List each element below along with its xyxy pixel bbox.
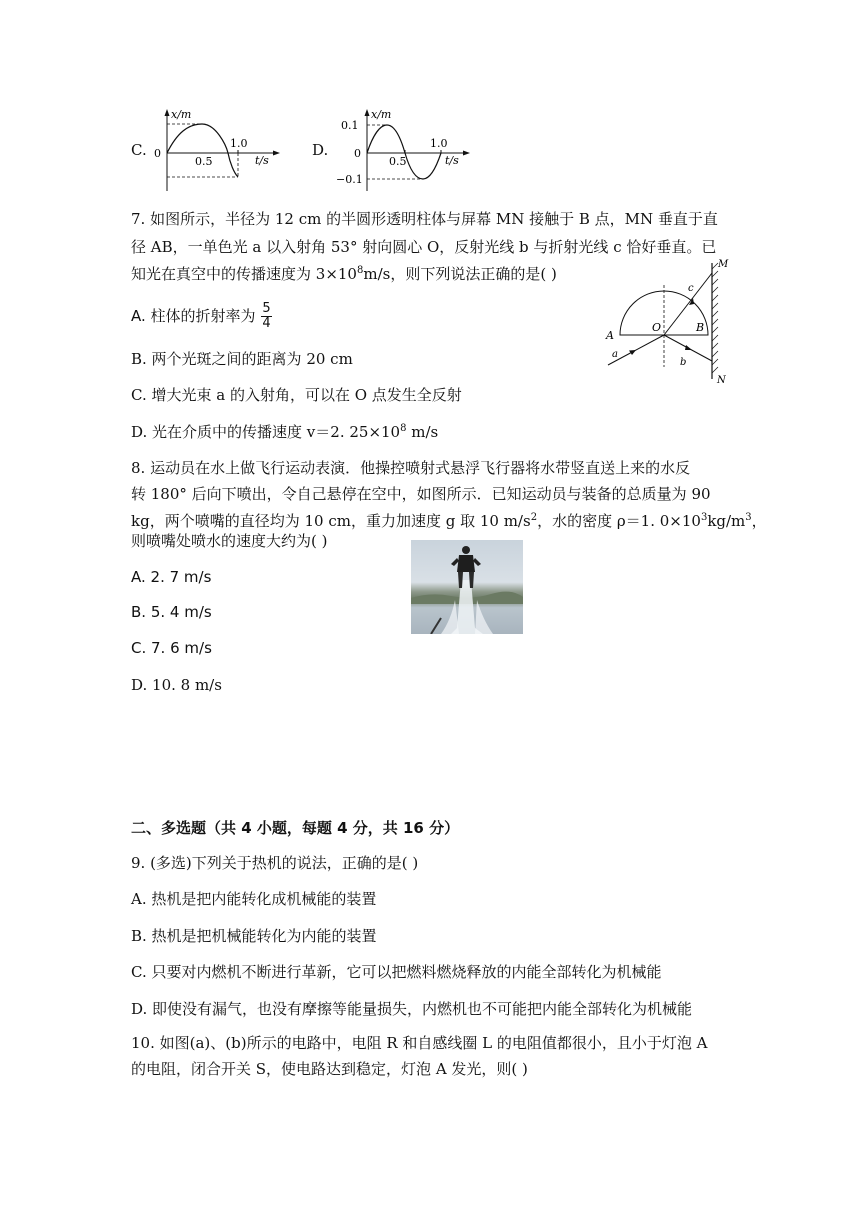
svg-text:A: A bbox=[606, 329, 614, 342]
q9-stem: 9. (多选)下列关于热机的说法，正确的是( ) bbox=[131, 854, 419, 872]
graph-d-tick-half: 0.5 bbox=[389, 155, 407, 168]
graph-c-t-label: t/s bbox=[255, 154, 269, 167]
graph-d-y-pos: 0.1 bbox=[341, 119, 359, 132]
graph-d-curve bbox=[367, 125, 441, 179]
q9-option-d: D. 即使没有漏气，也没有摩擦等能量损失，内燃机也不可能把内能全部转化为机械能 bbox=[131, 1000, 693, 1018]
svg-text:N: N bbox=[717, 375, 726, 385]
graph-c-y-label: x/m bbox=[171, 108, 192, 121]
q8-option-a: A. 2. 7 m/s bbox=[131, 568, 212, 586]
q7-option-c: C. 增大光束 a 的入射角，可以在 O 点发生全反射 bbox=[131, 386, 462, 404]
graph-d bbox=[335, 105, 480, 195]
svg-text:O: O bbox=[652, 321, 662, 334]
graph-c bbox=[150, 105, 290, 195]
q10-stem-line2: 的电阻，闭合开关 S，使电路达到稳定，灯泡 A 发光，则( ) bbox=[131, 1060, 528, 1078]
graph-d-t-label: t/s bbox=[445, 154, 459, 167]
option-c-label: C. bbox=[131, 141, 147, 159]
svg-text:a: a bbox=[612, 349, 618, 360]
q7-option-b: B. 两个光斑之间的距离为 20 cm bbox=[131, 350, 353, 368]
svg-text:c: c bbox=[688, 283, 694, 294]
q8-option-b: B. 5. 4 m/s bbox=[131, 603, 212, 621]
q7-stem-line1: 7. 如图所示，半径为 12 cm 的半圆形透明柱体与屏幕 MN 接触于 B 点，MN 垂直于直 bbox=[131, 210, 718, 228]
q7-option-d: D. 光在介质中的传播速度 v＝2. $25\times 10^8$ m/s bbox=[131, 423, 439, 441]
q7-optics-diagram bbox=[600, 255, 740, 385]
q7-option-a: A. 柱体的折射率为 $\frac{5}{4}$ bbox=[131, 301, 271, 331]
option-d-label: D. bbox=[312, 141, 329, 159]
graph-c-tick-one: 1.0 bbox=[230, 137, 248, 150]
jetpack-flyer-photo bbox=[411, 540, 523, 634]
q7-stem-line3: 知光在真空中的传播速度为 $3\times 10^8m/s$，则下列说法正确的是( ) bbox=[131, 265, 557, 283]
graph-d-y-neg: −0.1 bbox=[336, 173, 363, 186]
q9-option-b: B. 热机是把机械能转化为内能的装置 bbox=[131, 927, 377, 945]
q8-stem-line2: 转 180° 后向下喷出，令自己悬停在空中，如图所示．已知运动员与装备的总质量为 90 bbox=[131, 485, 711, 503]
svg-text:B: B bbox=[696, 321, 705, 334]
q8-stem-line4: 则喷嘴处喷水的速度大约为( ) bbox=[131, 532, 328, 550]
graph-c-origin: 0 bbox=[154, 147, 161, 160]
q8-stem-line1: 8. 运动员在水上做飞行运动表演．他操控喷射式悬浮飞行器将水带竖直送上来的水反 bbox=[131, 459, 691, 477]
section-2-title: 二、多选题（共 4 小题，每题 4 分，共 16 分） bbox=[131, 819, 460, 837]
svg-text:b: b bbox=[680, 357, 687, 368]
q8-stem-line3: kg，两个喷嘴的直径均为 10 cm，重力加速度 g 取 10 $m/s^2$，水的密度 ρ＝1. $0\times 10^3kg/m^3$， bbox=[131, 512, 767, 530]
q8-option-d: D. 10. 8 m/s bbox=[131, 676, 222, 694]
graph-c-curve bbox=[167, 124, 228, 153]
graph-d-y-label: x/m bbox=[371, 108, 392, 121]
graph-d-tick-one: 1.0 bbox=[430, 137, 448, 150]
svg-text:M: M bbox=[718, 259, 729, 270]
q10-stem-line1: 10. 如图(a)、(b)所示的电路中，电阻 R 和自感线圈 L 的电阻值都很小，且小于灯泡 A bbox=[131, 1034, 708, 1052]
q7-stem-line2: 径 AB，一单色光 a 以入射角 53° 射向圆心 O，反射光线 b 与折射光线 c 恰好垂直。已 bbox=[131, 238, 717, 256]
graph-c-tick-half: 0.5 bbox=[195, 155, 213, 168]
graph-d-origin: 0 bbox=[354, 147, 361, 160]
fraction-five-fourths: $\frac{5}{4}$ bbox=[262, 301, 271, 331]
q9-option-a: A. 热机是把内能转化成机械能的装置 bbox=[131, 890, 377, 908]
q9-option-c: C. 只要对内燃机不断进行革新，它可以把燃料燃烧释放的内能全部转化为机械能 bbox=[131, 963, 662, 981]
q8-option-c: C. 7. 6 m/s bbox=[131, 639, 212, 657]
